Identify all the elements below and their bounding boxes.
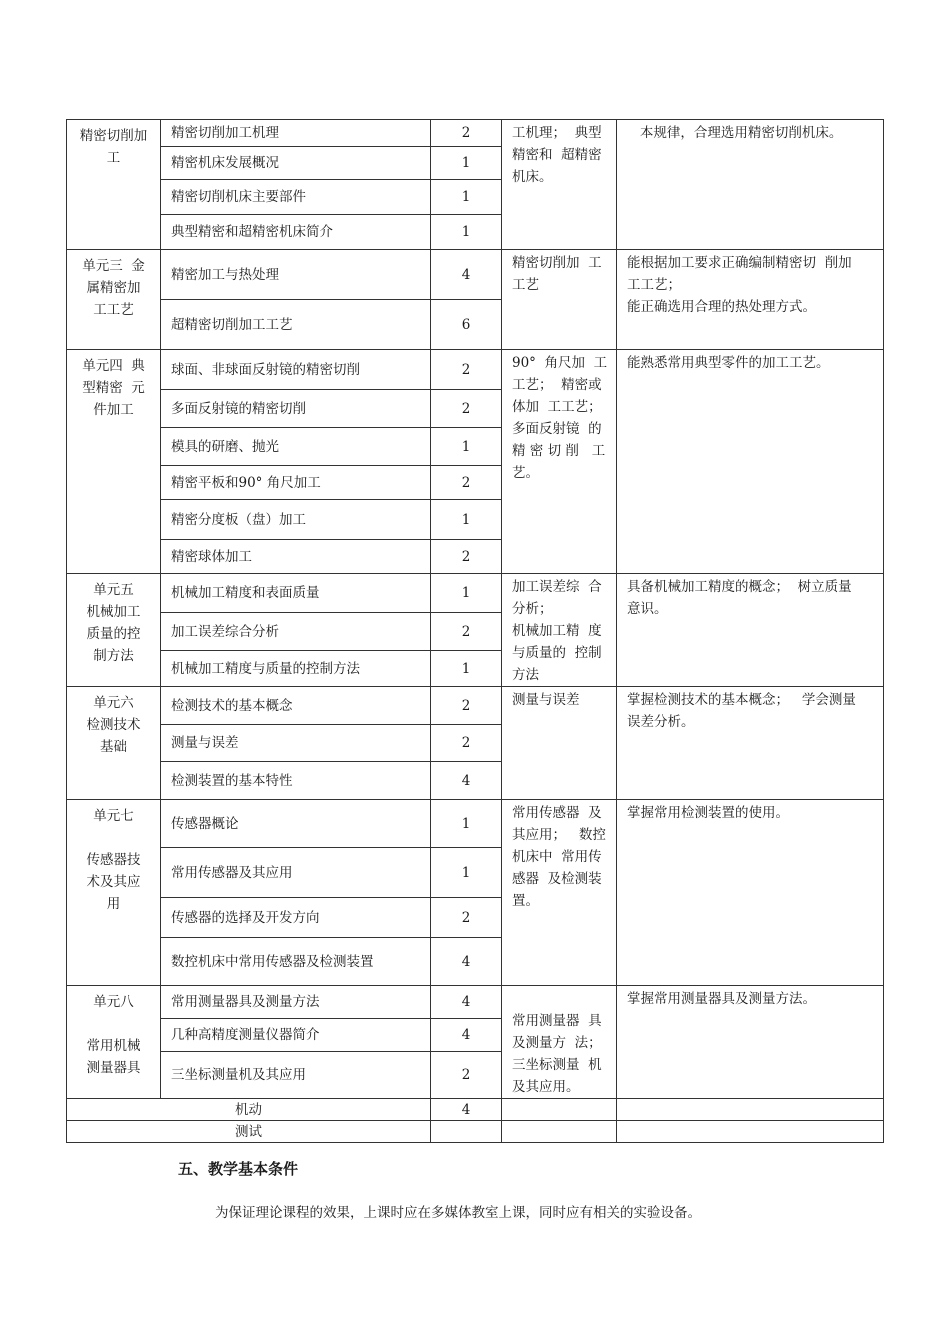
topic-cell: 精密平板和90° 角尺加工 (161, 466, 431, 500)
topic-cell: 几种高精度测量仪器简介 (161, 1019, 431, 1052)
cell-line: 精密切削加 工 (512, 255, 602, 271)
cell-line: 掌握常用测量器具及测量方法。 (627, 991, 816, 1007)
cell-line (512, 988, 608, 1010)
hours-cell: 2 (431, 540, 502, 574)
hours-cell: 2 (431, 350, 502, 390)
hours-cell: 6 (431, 300, 502, 350)
hours-cell: 4 (431, 250, 502, 300)
cell-line: 用 (106, 896, 121, 912)
hours-cell: 1 (431, 848, 502, 898)
topic-cell: 检测技术的基本概念 (161, 687, 431, 725)
unit-cell (67, 574, 161, 687)
requirement-cell (502, 350, 617, 574)
topic-cell: 精密分度板（盘）加工 (161, 500, 431, 540)
hours-cell: 4 (431, 938, 502, 986)
hours-cell: 1 (431, 215, 502, 250)
cell-line (73, 827, 154, 849)
cell-line: 其应用； 数控 (512, 827, 606, 843)
footer-label: 测试 (67, 1121, 431, 1143)
topic-cell: 多面反射镜的精密切削 (161, 390, 431, 428)
section-title: 五、教学基本条件 (178, 1160, 299, 1178)
objective-cell (617, 350, 884, 574)
hours-cell: 2 (431, 120, 502, 147)
cell-line: 工艺 (512, 277, 539, 293)
cell-line: 测量与误差 (512, 692, 580, 708)
objective-cell (617, 574, 884, 687)
footer-empty-cell (502, 1099, 617, 1121)
topic-cell: 精密切削加工机理 (161, 120, 431, 147)
cell-line: 误差分析。 (627, 714, 695, 730)
cell-line: 多面反射镜 的 (512, 421, 602, 437)
cell-line: 精密和 超精密 (512, 147, 602, 163)
topic-cell: 超精密切削加工工艺 (161, 300, 431, 350)
objective-cell (617, 250, 884, 350)
topic-cell: 传感器的选择及开发方向 (161, 898, 431, 938)
topic-cell: 三坐标测量机及其应用 (161, 1052, 431, 1099)
cell-line: 工 (106, 150, 121, 166)
table-row (67, 800, 884, 848)
topic-cell: 机械加工精度与质量的控制方法 (161, 651, 431, 687)
topic-cell: 精密球体加工 (161, 540, 431, 574)
hours-cell: 2 (431, 687, 502, 725)
objective-cell (617, 800, 884, 986)
topic-cell: 常用传感器及其应用 (161, 848, 431, 898)
cell-line: 方法 (512, 667, 539, 683)
cell-line: 感器 及检测装 (512, 871, 602, 887)
table-row (67, 574, 884, 613)
cell-line: 机械加工精 度 (512, 623, 602, 639)
hours-cell: 1 (431, 428, 502, 466)
hours-cell: 2 (431, 390, 502, 428)
cell-line: 与质量的 控制 (512, 645, 602, 661)
unit-cell (67, 120, 161, 250)
cell-line: 精密切削加 (79, 128, 148, 144)
table-row (67, 250, 884, 300)
requirement-cell (502, 986, 617, 1099)
hours-cell: 2 (431, 1052, 502, 1099)
cell-line: 本规律，合理选用精密切削机床。 (627, 125, 843, 141)
cell-line: 能熟悉常用典型零件的加工工艺。 (627, 355, 830, 371)
cell-line: 具备机械加工精度的概念； 树立质量 (627, 579, 852, 595)
topic-cell: 加工误差综合分析 (161, 613, 431, 651)
footer-row (67, 1099, 884, 1121)
cell-line: 工工艺 (93, 302, 134, 318)
hours-cell: 4 (431, 986, 502, 1019)
cell-line: 件加工 (93, 402, 134, 418)
cell-line: 精 密 切 削 工 (512, 443, 606, 459)
cell-line: 机床。 (512, 169, 553, 185)
cell-line: 传感器技 (86, 852, 141, 868)
cell-line: 及其应用。 (512, 1079, 580, 1095)
objective-cell (617, 986, 884, 1099)
cell-line: 掌握检测技术的基本概念； 学会测量 (627, 692, 856, 708)
cell-line: 单元五 (93, 582, 134, 598)
cell-line: 机床中 常用传 (512, 849, 602, 865)
table-row (67, 350, 884, 390)
cell-line: 常用机械 (86, 1038, 141, 1054)
hours-cell: 2 (431, 466, 502, 500)
hours-cell: 1 (431, 574, 502, 613)
cell-line: 常用传感器 及 (512, 805, 602, 821)
table-row (67, 687, 884, 725)
hours-cell: 1 (431, 800, 502, 848)
cell-line: 机械加工 (86, 604, 141, 620)
topic-cell: 常用测量器具及测量方法 (161, 986, 431, 1019)
requirement-cell (502, 250, 617, 350)
cell-line (73, 1013, 154, 1035)
footer-row (67, 1121, 884, 1143)
topic-cell: 数控机床中常用传感器及检测装置 (161, 938, 431, 986)
unit-cell (67, 687, 161, 800)
cell-line: 体加 工工艺； (512, 399, 602, 415)
hours-cell: 4 (431, 1019, 502, 1052)
cell-line: 意识。 (627, 601, 668, 617)
topic-cell: 检测装置的基本特性 (161, 762, 431, 800)
cell-line: 工机理； 典型 (512, 125, 602, 141)
topic-cell: 精密加工与热处理 (161, 250, 431, 300)
cell-line: 工艺； 精密或 (512, 377, 602, 393)
footer-hours (431, 1121, 502, 1143)
requirement-cell (502, 574, 617, 687)
requirement-cell (502, 800, 617, 986)
cell-line: 测量器具 (86, 1060, 141, 1076)
topic-cell: 传感器概论 (161, 800, 431, 848)
cell-line: 90° 角尺加 工 (512, 355, 608, 371)
cell-line: 型精密 元 (82, 380, 145, 396)
cell-line: 单元四 典 (82, 358, 145, 374)
objective-cell (617, 687, 884, 800)
cell-line: 制方法 (93, 648, 134, 664)
footer-hours: 4 (431, 1099, 502, 1121)
cell-line: 置。 (512, 893, 539, 909)
cell-line: 属精密加 (86, 280, 141, 296)
footer-empty-cell (502, 1121, 617, 1143)
hours-cell: 2 (431, 613, 502, 651)
course-schedule-table (66, 119, 884, 1143)
unit-cell (67, 986, 161, 1099)
cell-line: 及测量方 法； (512, 1035, 602, 1051)
cell-line: 单元三 金 (82, 258, 145, 274)
cell-line: 基础 (100, 739, 127, 755)
hours-cell: 2 (431, 725, 502, 762)
topic-cell: 测量与误差 (161, 725, 431, 762)
table-row (67, 120, 884, 147)
hours-cell: 2 (431, 898, 502, 938)
cell-line: 掌握常用检测装置的使用。 (627, 805, 789, 821)
cell-line: 能正确选用合理的热处理方式。 (627, 299, 816, 315)
cell-line: 质量的控 (86, 626, 141, 642)
hours-cell: 4 (431, 762, 502, 800)
hours-cell: 1 (431, 651, 502, 687)
requirement-cell (502, 687, 617, 800)
cell-line: 三坐标测量 机 (512, 1057, 602, 1073)
cell-line: 单元六 (93, 695, 134, 711)
cell-line: 加工误差综 合 (512, 579, 602, 595)
cell-line: 工工艺； (627, 277, 681, 293)
footer-label: 机动 (67, 1099, 431, 1121)
topic-cell: 模具的研磨、抛光 (161, 428, 431, 466)
cell-line: 能根据加工要求正确编制精密切 削加 (627, 255, 852, 271)
cell-line: 常用测量器 具 (512, 1013, 602, 1029)
cell-line: 检测技术 (86, 717, 141, 733)
footer-empty-cell (617, 1121, 884, 1143)
topic-cell: 机械加工精度和表面质量 (161, 574, 431, 613)
topic-cell: 典型精密和超精密机床简介 (161, 215, 431, 250)
course-schedule-body (67, 120, 884, 1143)
table-row (67, 986, 884, 1019)
cell-line: 单元八 (93, 994, 134, 1010)
unit-cell (67, 350, 161, 574)
footer-empty-cell (617, 1099, 884, 1121)
cell-line: 单元七 (93, 808, 134, 824)
unit-cell (67, 800, 161, 986)
hours-cell: 1 (431, 180, 502, 215)
cell-line: 分析； (512, 601, 553, 617)
topic-cell: 精密机床发展概况 (161, 147, 431, 180)
cell-line: 艺。 (512, 465, 539, 481)
section-body: 为保证理论课程的效果，上课时应在多媒体教室上课，同时应有相关的实验设备。 (215, 1205, 701, 1221)
hours-cell: 1 (431, 500, 502, 540)
hours-cell: 1 (431, 147, 502, 180)
objective-cell (617, 120, 884, 250)
requirement-cell (502, 120, 617, 250)
cell-line: 术及其应 (86, 874, 141, 890)
unit-cell (67, 250, 161, 350)
topic-cell: 球面、非球面反射镜的精密切削 (161, 350, 431, 390)
topic-cell: 精密切削机床主要部件 (161, 180, 431, 215)
